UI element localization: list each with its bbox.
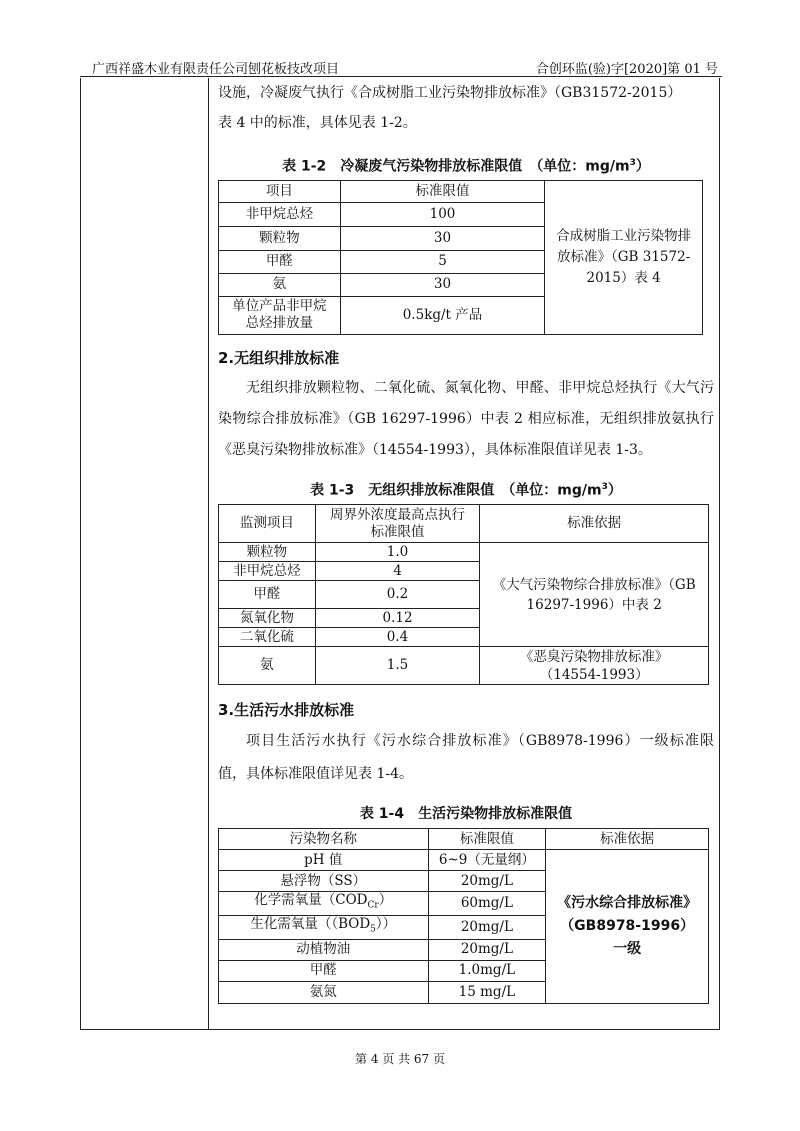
section-3-title: 3.生活污水排放标准: [218, 701, 355, 720]
table-cell: 6~9（无量纲）: [428, 850, 546, 871]
table-header-cell: 标准依据: [546, 829, 709, 850]
table-cell: 颗粒物: [219, 226, 341, 250]
table-cell: 1.5: [315, 647, 480, 685]
table-1-3: [218, 504, 709, 685]
table-cell: 0.12: [315, 609, 480, 628]
table-cell: 悬浮物（SS）: [219, 871, 429, 892]
table-header-cell: 监测项目: [219, 505, 316, 543]
table-cell: 5: [340, 250, 545, 273]
header-project-name: 广西祥盛木业有限责任公司刨花板技改项目: [92, 62, 340, 77]
table-1-3-basis-1: 《大气污染物综合排放标准》（GB 16297-1996）中表 2: [480, 543, 709, 647]
table-1-2-caption: 表 1-2 冷凝废气污染物排放标准限值 （单位：$mg/m^3$）: [282, 158, 650, 175]
table-row: [219, 647, 709, 685]
section-2-paragraph: 无组织排放颗粒物、二氧化硫、氮氧化物、甲醛、非甲烷总烃执行《大气污染物综合排放标准》（GB 16297-1996）中表 2 相应标准，无组织排放氨执行《恶臭污染物排放标准》（14554-1993），具体标准限值详见表 1-3。: [218, 379, 714, 458]
table-header-cell: 项目: [219, 180, 341, 202]
table-cell: 60mg/L: [428, 892, 546, 916]
table-cell: 二氧化硫: [219, 628, 316, 647]
section-3-paragraph: 项目生活污水执行《污水综合排放标准》（GB8978-1996）一级标准限值，具体标准限值详见表 1-4。: [218, 733, 714, 783]
table-cell: 氨氮: [219, 981, 429, 1003]
table-header-cell: 标准依据: [480, 505, 709, 543]
intro-line-1: 设施，冷凝废气执行《合成树脂工业污染物排放标准》（GB31572-2015）: [218, 85, 682, 101]
table-cell: 氮氧化物: [219, 609, 316, 628]
table-cell: 动植物油: [219, 939, 429, 960]
table-1-3-caption: 表 1-3 无组织排放标准限值 （单位：$mg/m^3$）: [310, 481, 622, 499]
table-cell: 生化需氧量$((BOD_5))$: [219, 916, 429, 940]
table-header-cell: 周界外浓度最高点执行标准限值: [315, 505, 480, 543]
table-cell: 1.0: [315, 543, 480, 562]
table-cell: 100: [340, 202, 545, 226]
table-1-2: [218, 180, 703, 335]
table-header-cell: 污染物名称: [219, 829, 429, 850]
table-cell: 4: [315, 562, 480, 581]
table-cell: 颗粒物: [219, 543, 316, 562]
table-cell: 0.2: [315, 581, 480, 609]
table-row: [219, 850, 709, 871]
main-content: [218, 78, 714, 1004]
table-cell: 30: [340, 226, 545, 250]
table-cell: 化学需氧量$(COD_{Cr})$: [219, 892, 429, 916]
table-cell: 氨: [219, 647, 316, 685]
table-1-2-basis: 合成树脂工业污染物排放标准》（GB 31572-2015）表 4: [545, 180, 703, 334]
header-report-number: 合创环监(验)字[2020]第 01 号: [535, 62, 718, 77]
table-cell: 氨: [219, 273, 341, 296]
table-cell: 0.5kg/t 产品: [340, 296, 545, 334]
table-cell: 0.4: [315, 628, 480, 647]
header-rule: [80, 76, 722, 77]
table-cell: 20mg/L: [428, 871, 546, 892]
table-row: [219, 543, 709, 562]
table-cell: 单位产品非甲烷总烃排放量: [219, 296, 341, 334]
table-header-cell: 标准限值: [428, 829, 546, 850]
table-header-cell: 标准限值: [340, 180, 545, 202]
table-cell: pH 值: [219, 850, 429, 871]
table-cell: 甲醛: [219, 960, 429, 981]
table-cell: 非甲烷总烃: [219, 562, 316, 581]
section-2-title: 2.无组织排放标准: [218, 348, 340, 367]
table-cell: 20mg/L: [428, 916, 546, 940]
frame-divider: [208, 78, 209, 1030]
table-cell: 非甲烷总烃: [219, 202, 341, 226]
table-cell: 甲醛: [219, 250, 341, 273]
table-1-4-basis: 《污水综合排放标准》（GB8978-1996）一级: [546, 850, 709, 1003]
table-cell: 30: [340, 273, 545, 296]
table-1-4-caption: 表 1-4 生活污染物排放标准限值: [359, 806, 573, 823]
table-1-3-basis-2: 《恶臭污染物排放标准》（14554-1993）: [480, 647, 709, 685]
page-footer: 第 4 页 共 67 页: [355, 1052, 445, 1066]
table-cell: 甲醛: [219, 581, 316, 609]
table-1-4: [218, 828, 709, 1003]
table-cell: 20mg/L: [428, 939, 546, 960]
intro-line-2: 表 4 中的标准，具体见表 1-2。: [218, 115, 417, 131]
table-cell: 15 mg/L: [428, 981, 546, 1003]
table-cell: 1.0mg/L: [428, 960, 546, 981]
